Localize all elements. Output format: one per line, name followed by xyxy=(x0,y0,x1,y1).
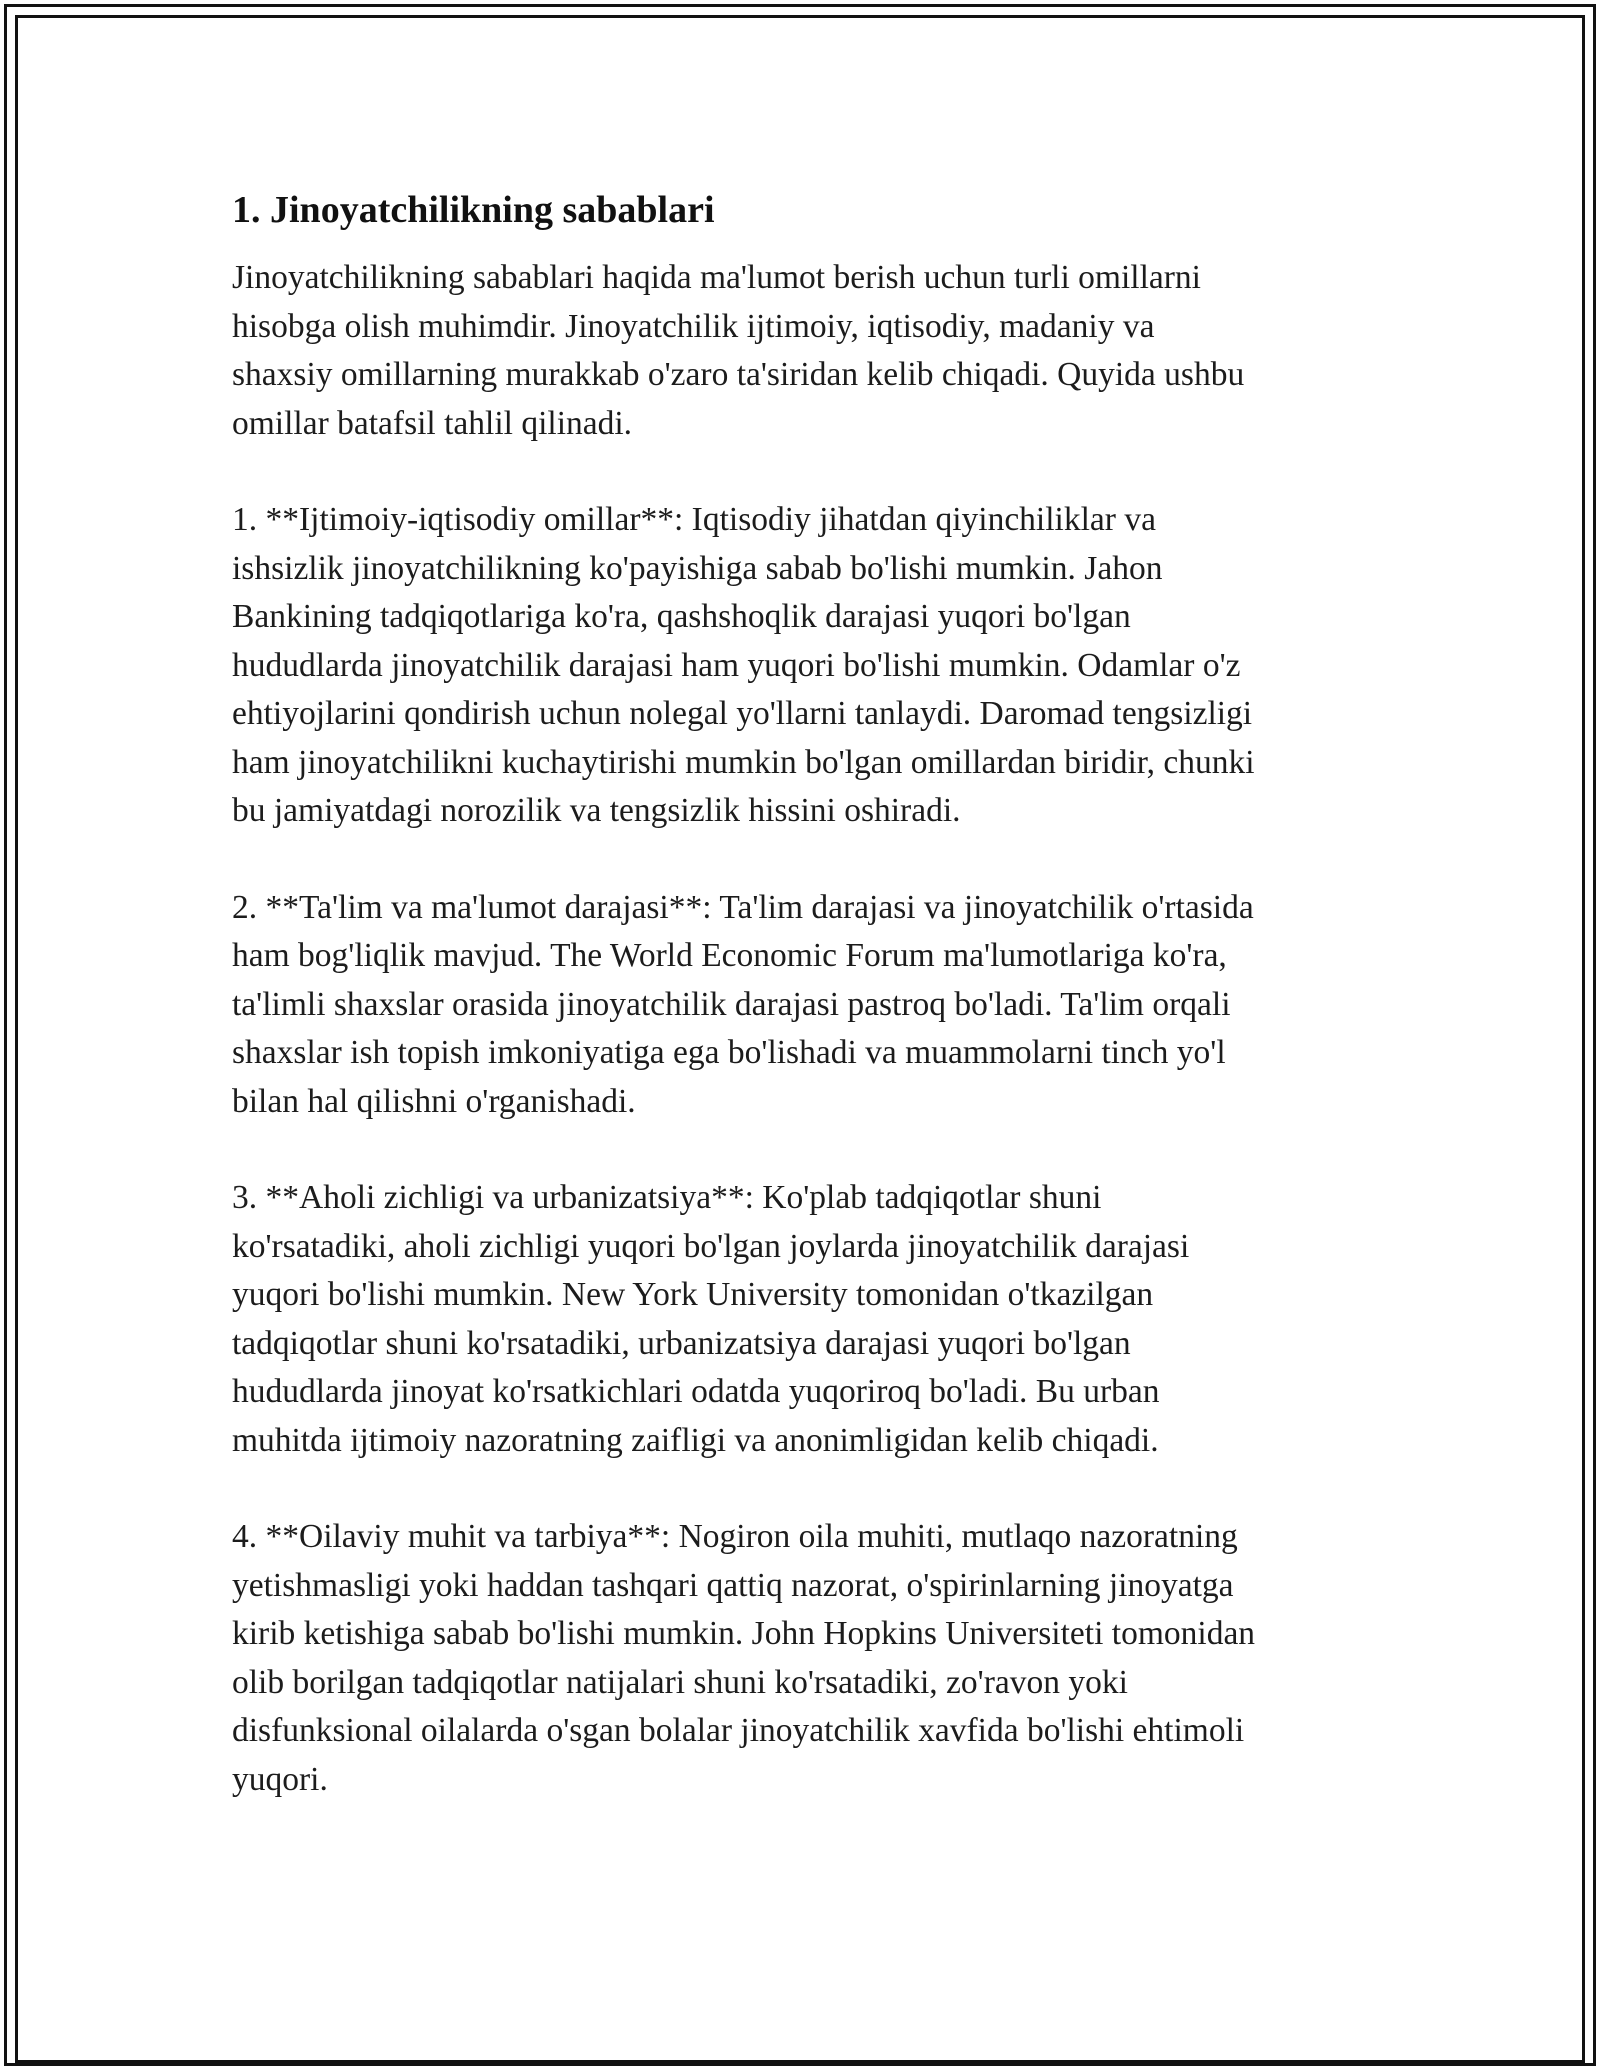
section-heading: 1. Jinoyatchilikning sabablari xyxy=(232,189,715,231)
intro-paragraph: Jinoyatchilikning sabablari haqida ma'lumot berish uchun turli omillarni hisobga olish muhimdir. Jinoyatchilik ijtimoiy, iqtisodiy, madaniy va shaxsiy omillarning murakkab o'zaro ta'siridan kelib chiqadi. Quyida ushbu omillar batafsil tahlil qilinadi. xyxy=(232,259,1245,442)
paragraph-population-density: 3. **Aholi zichligi va urbanizatsiya**: Ko'plab tadqiqotlar shuni ko'rsatadiki, aholi zichligi yuqori bo'lgan joylarda jinoyatchilik darajasi yuqori bo'lishi mumkin. New York University tomonidan o'tkazilgan tadqiqotlar shuni ko'rsatadiki, urbanizatsiya darajasi yuqori bo'lgan hududlarda jinoyat ko'rsatkichlari odatda yuqoriroq bo'ladi. Bu urban muhitda ijtimoiy nazoratning zaifligi va anonimligidan kelib chiqadi. xyxy=(232,1179,1190,1459)
paragraph-socioeconomic-factors: 1. **Ijtimoiy-iqtisodiy omillar**: Iqtisodiy jihatdan qiyinchiliklar va ishsizlik jinoyatchilikning ko'payishiga sabab bo'lishi mumkin. Jahon Bankining tadqiqotlariga ko'ra, qashshoqlik darajasi yuqori bo'lgan hududlarda jinoyatchilik darajasi ham yuqori bo'lishi mumkin. Odamlar o'z ehtiyojlarini qondirish uchun nolegal yo'llarni tanlaydi. Daromad tengsizligi ham jinoyatchilikni kuchaytirishi mumkin bo'lgan omillardan biridir, chunki bu jamiyatdagi norozilik va tengsizlik hissini oshiradi. xyxy=(232,501,1255,829)
paragraph-family-environment: 4. **Oilaviy muhit va tarbiya**: Nogiron oila muhiti, mutlaqo nazoratning yetishmasligi yoki haddan tashqari qattiq nazorat, o'spirinlarning jinoyatga kirib ketishiga sabab bo'lishi mumkin. John Hopkins Universiteti tomonidan olib borilgan tadqiqotlar natijalari shuni ko'rsatadiki, zo'ravon yoki disfunksional oilalarda o'sgan bolalar jinoyatchilik xavfida bo'lishi ehtimoli yuqori. xyxy=(232,1518,1256,1798)
paragraph-education-level: 2. **Ta'lim va ma'lumot darajasi**: Ta'lim darajasi va jinoyatchilik o'rtasida ham bog'liqlik mavjud. The World Economic Forum ma'lumotlariga ko'ra, ta'limli shaxslar orasida jinoyatchilik darajasi pastroq bo'ladi. Ta'lim orqali shaxslar ish topish imkoniyatiga ega bo'lishadi va muammolarni tinch yo'l bilan hal qilishni o'rganishadi. xyxy=(232,888,1254,1120)
document-body xyxy=(232,186,1382,1852)
